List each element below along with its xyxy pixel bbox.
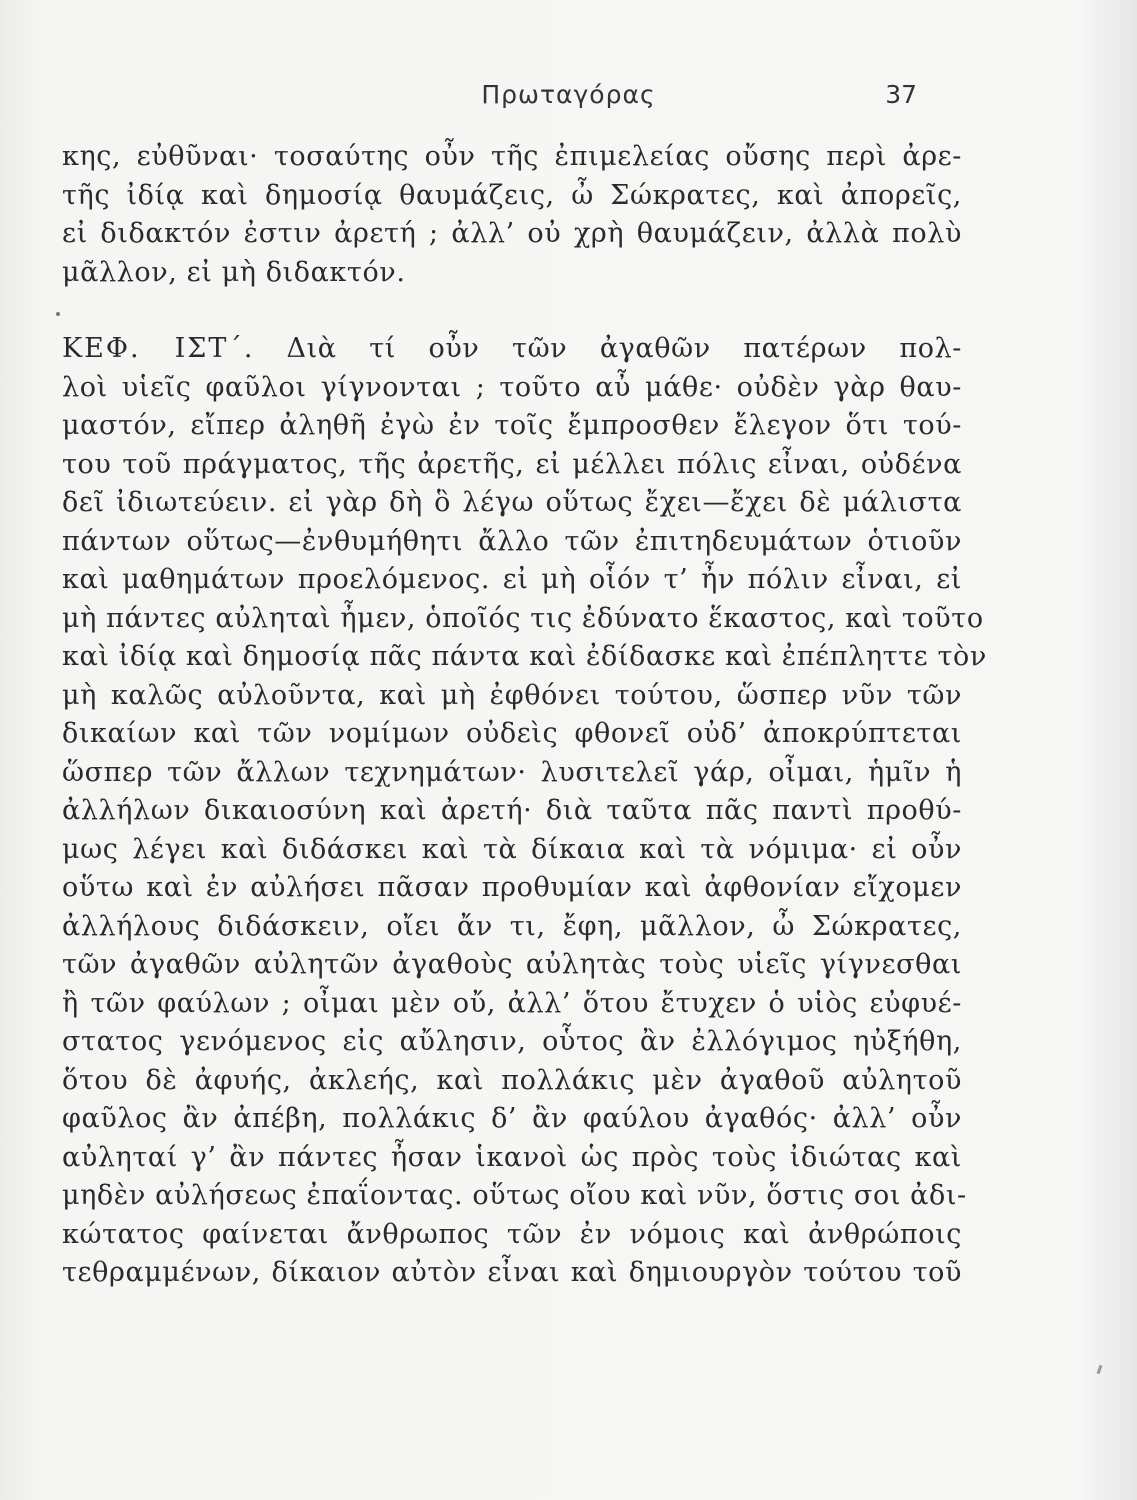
paragraph [62,138,962,292]
text-line: αὐληταί γ’ ἂν πάντες ἦσαν ἱκανοὶ ὡς πρὸς τοὺς ἰδιώτας καὶ [62,1141,962,1173]
text-line: δεῖ ἰδιωτεύειν. εἰ γὰρ δὴ ὃ λέγω οὕτως ἔχει—ἔχει δὲ μάλιστα [62,487,962,518]
text-line: εἰ διδακτόν ἐστιν ἀρετή ; ἀλλ’ οὐ χρὴ θαυμάζειν, ἀλλὰ πολὺ [62,218,962,249]
text-line: καὶ μαθημάτων προελόμενος. εἰ μὴ οἷόν τ’ ἦν πόλιν εἶναι, εἰ [62,564,962,595]
text-line: μὴ πάντες αὐληταὶ ἦμεν, ὁποῖός τις ἐδύνατο ἕκαστος, καὶ τοῦτο [62,602,984,634]
text-line: ὥσπερ τῶν ἄλλων τεχνημάτων· λυσιτελεῖ γάρ, οἶμαι, ἡμῖν ἡ [62,756,962,788]
text-line: φαῦλος ἂν ἀπέβη, πολλάκις δ’ ἂν φαύλου ἀγαθός· ἀλλ’ οὖν [62,1103,962,1134]
text-line: λοὶ υἱεῖς φαῦλοι γίγνονται ; τοῦτο αὖ μάθε· οὐδὲν γὰρ θαυ- [62,371,962,403]
page-number: 37 [885,80,917,109]
text-line: κης, εὐθῦναι· τοσαύτης οὖν τῆς ἐπιμελείας οὔσης περὶ ἀρε- [62,141,962,172]
text-line: μως λέγει καὶ διδάσκει καὶ τὰ δίκαια καὶ τὰ νόμιμα· εἰ οὖν [62,833,962,865]
text-line: τῶν ἀγαθῶν αὐλητῶν ἀγαθοὺς αὐλητὰς τοὺς υἱεῖς γίγνεσθαι [62,949,962,980]
text-line: μᾶλλον, εἰ μὴ διδακτόν. [62,256,406,288]
text-line: ἢ τῶν φαύλων ; οἶμαι μὲν οὔ, ἀλλ’ ὅτου ἔτυχεν ὁ υἱὸς εὐφυέ- [62,987,962,1019]
text-line: τεθραμμένων, δίκαιον αὐτὸν εἶναι καὶ δημιουργὸν τούτου τοῦ [62,1257,962,1288]
text-line: του τοῦ πράγματος, τῆς ἀρετῆς, εἰ μέλλει πόλις εἶναι, οὐδένα [62,448,962,480]
paragraph-gap [62,292,962,330]
text-line: μηδὲν αὐλήσεως ἐπαΐοντας. οὕτως οἴου καὶ νῦν, ὅστις σοι ἀδι- [62,1180,967,1211]
text-line: μὴ καλῶς αὐλοῦντα, καὶ μὴ ἐφθόνει τούτου, ὥσπερ νῦν τῶν [62,679,962,711]
paragraph [62,330,987,1331]
text-line: τῆς ἰδίᾳ καὶ δημοσίᾳ θαυμάζεις, ὦ Σώκρατες, καὶ ἀπορεῖς, [62,179,962,211]
text-line: στατος γενόμενος εἰς αὔλησιν, οὗτος ἂν ἐλλόγιμος ηὐξήθη, [62,1026,962,1057]
text-line-rest: Διὰ τί οὖν τῶν ἀγαθῶν πατέρων πολ- [286,333,962,364]
text-line: οὕτω καὶ ἐν αὐλήσει πᾶσαν προθυμίαν καὶ ἀφθονίαν εἴχομεν [62,872,962,903]
running-title: Πρωταγόρας [481,80,656,109]
text-line: ἀλλήλους διδάσκειν, οἴει ἄν τι, ἔφη, μᾶλλον, ὦ Σώκρατες, [62,910,962,942]
text-line: κώτατος φαίνεται ἄνθρωπος τῶν ἐν νόμοις καὶ ἀνθρώποις [62,1218,962,1250]
text-line [62,330,962,369]
body-text [62,138,987,1331]
text-line [62,1293,962,1332]
text-line: ὅτου δὲ ἀφυής, ἀκλεής, καὶ πολλάκις μὲν ἀγαθοῦ αὐλητοῦ [62,1064,962,1096]
ink-speck [56,312,60,316]
page-header [0,80,1137,120]
text-line: ἀλλήλων δικαιοσύνη καὶ ἀρετή· διὰ ταῦτα πᾶς παντὶ προθύ- [62,795,962,826]
chapter-label: ΚΕΦ. ΙΣΤ΄. [62,333,255,364]
text-line: καὶ ἰδίᾳ καὶ δημοσίᾳ πᾶς πάντα καὶ ἐδίδασκε καὶ ἐπέπληττε τὸν [62,641,987,672]
ink-mark [1097,1365,1103,1374]
text-line: πάντων οὕτως—ἐνθυμήθητι ἄλλο τῶν ἐπιτηδευμάτων ὁτιοῦν [62,525,962,557]
text-line: μαστόν, εἴπερ ἀληθῆ ἐγὼ ἐν τοῖς ἔμπροσθεν ἔλεγον ὅτι τού- [62,410,962,441]
text-line: δικαίων καὶ τῶν νομίμων οὐδεὶς φθονεῖ οὐδ’ ἀποκρύπτεται [62,718,962,749]
